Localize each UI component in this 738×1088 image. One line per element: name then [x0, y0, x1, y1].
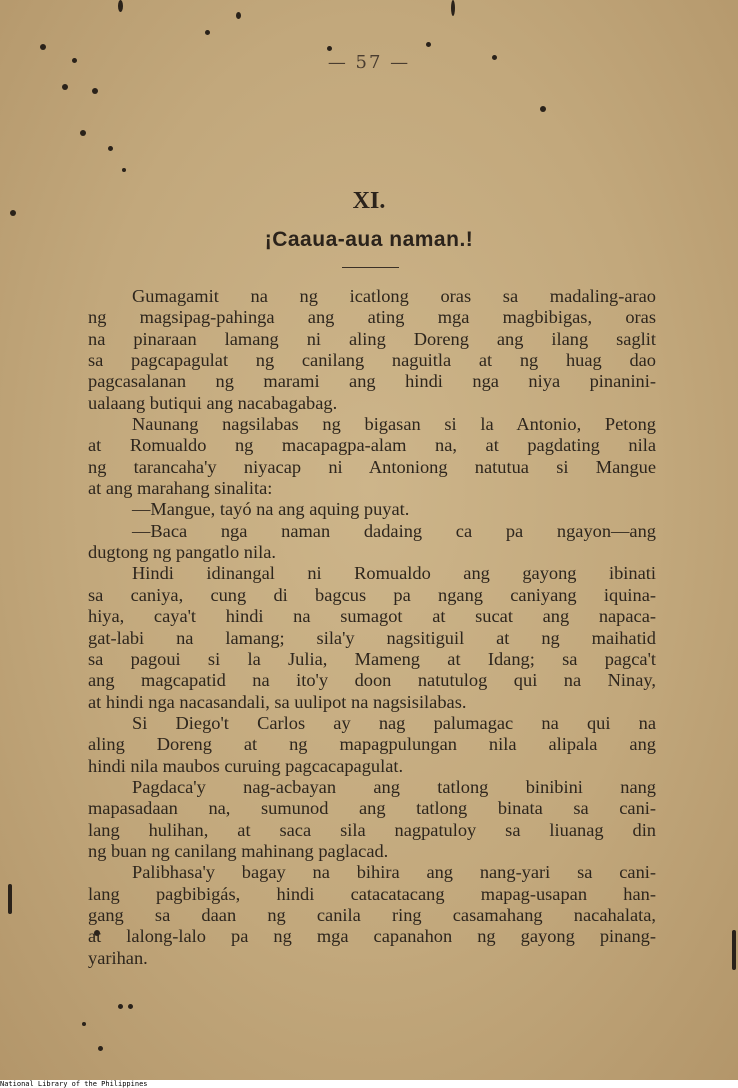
text-line: Si Diego't Carlos ay nag palumagac na qui na	[132, 712, 656, 733]
text-line: ualaang butiqui ang nacabagabag.	[88, 392, 338, 413]
text-line: hindi nila maubos curuing pagcacapagulat.	[88, 755, 404, 776]
ink-spot	[80, 130, 86, 136]
ink-spot	[62, 84, 68, 90]
text-line: at hindi nga nacasandali, sa uulipot na nagsisilabas.	[88, 691, 467, 712]
ink-spot	[98, 1046, 103, 1051]
text-line: —Mangue, tayó na ang aquing puyat.	[132, 499, 410, 520]
text-line: dugtong ng pangatlo nila.	[88, 542, 276, 563]
text-line: sa caniya, cung di bagcus pa ngang caniyang iquina-	[88, 584, 656, 605]
ink-spot	[327, 46, 332, 51]
ink-spot	[8, 884, 12, 914]
ink-spot	[451, 0, 455, 16]
text-line: gang sa daan ng canila ring casamahang nacahalata,	[88, 904, 656, 925]
ink-spot	[540, 106, 546, 112]
text-line: pagcasalanan ng marami ang hindi nga niya pinanini-	[88, 371, 656, 392]
ink-spot	[426, 42, 431, 47]
ink-spot	[732, 930, 736, 970]
text-line: lang hulihan, at saca sila nagpatuloy sa liuanag din	[88, 819, 656, 840]
text-line: at Romualdo ng macapagpa-alam na, at pagdating nila	[88, 435, 656, 456]
text-line: ng tarancaha'y niyacap ni Antoniong natutua si Mangue	[88, 456, 656, 477]
text-line: Naunang nagsilabas ng bigasan si la Antonio, Petong	[132, 414, 656, 435]
text-line: —Baca nga naman dadaing ca pa ngayon—ang	[132, 520, 656, 541]
footer-credit: National Library of the Philippines	[0, 1080, 738, 1088]
text-line: Gumagamit na ng icatlong oras sa madaling-arao	[132, 286, 656, 306]
text-line: Pagdaca'y nag-acbayan ang tatlong binibini nang	[132, 776, 656, 797]
text-line: mapasadaan na, sumunod ang tatlong binata sa cani-	[88, 798, 656, 819]
ink-spot	[236, 12, 241, 19]
chapter-number: XI.	[352, 188, 386, 214]
ink-spot	[108, 146, 113, 151]
text-line: ng buan ng canilang mahinang paglacad.	[88, 840, 389, 861]
text-line: lang pagbibigás, hindi catacatacang mapag-usapan han-	[88, 883, 656, 904]
text-line: aling Doreng at ng mapagpulungan nila alipala ang	[88, 734, 656, 755]
text-line: ng magsipag-pahinga ang ating mga magbibigas, oras	[88, 307, 656, 328]
ink-spot	[118, 1004, 123, 1009]
text-line: Hindi idinangal ni Romualdo ang gayong ibinati	[132, 563, 656, 584]
body-text	[88, 286, 656, 969]
title-divider	[342, 267, 399, 268]
text-line: gat-labi na lamang; sila'y nagsitiguil at ng maihatid	[88, 627, 656, 648]
text-line: hiya, caya't hindi na sumagot at sucat ang napaca-	[88, 606, 656, 627]
text-line: ang magcapatid na ito'y doon natutulog qui na Ninay,	[88, 670, 656, 691]
page-number: — 57 —	[327, 52, 411, 73]
text-line: na pinaraan lamang ni aling Doreng ang ilang saglit	[88, 328, 656, 349]
ink-spot	[128, 1004, 133, 1009]
text-line: sa pagoui si la Julia, Mameng at Idang; sa pagca't	[88, 648, 656, 669]
text-line: at ang marahang sinalita:	[88, 478, 273, 499]
ink-spot	[205, 30, 210, 35]
ink-spot	[40, 44, 46, 50]
text-line: Palibhasa'y bagay na bihira ang nang-yari sa cani-	[132, 862, 656, 883]
text-line: at lalong-lalo pa ng mga capanahon ng gayong pinang-	[88, 926, 656, 947]
text-line: yarihan.	[88, 947, 148, 968]
ink-spot	[92, 88, 98, 94]
ink-spot	[82, 1022, 86, 1026]
ink-spot	[122, 168, 126, 172]
ink-spot	[118, 0, 123, 12]
chapter-title: ¡Caaua-aua naman.!	[264, 228, 474, 251]
text-line: sa pagcapagulat ng canilang naguitla at ng huag dao	[88, 350, 656, 371]
